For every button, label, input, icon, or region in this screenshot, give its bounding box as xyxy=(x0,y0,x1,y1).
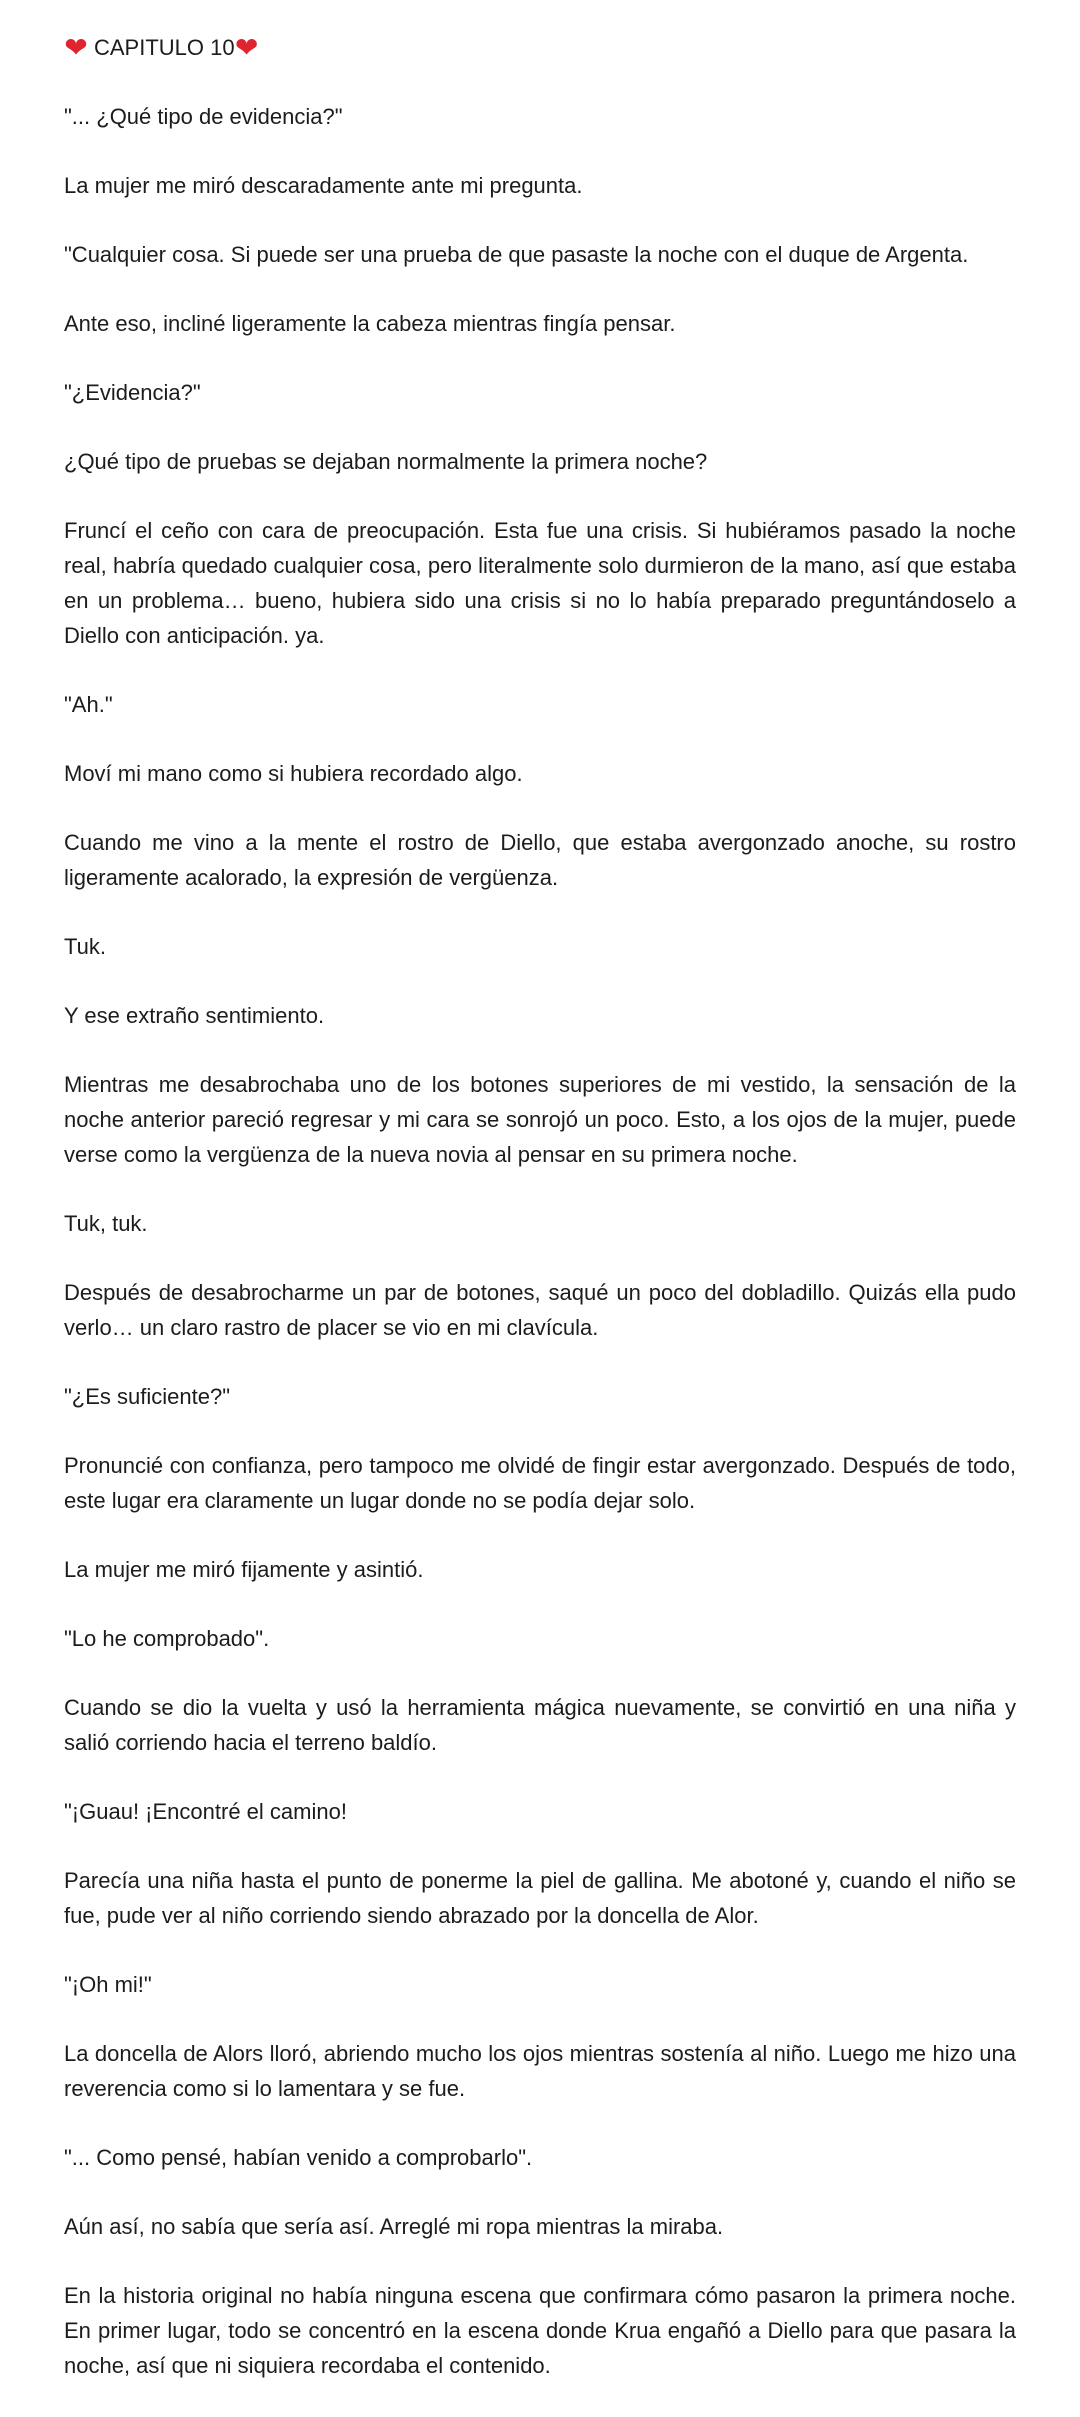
paragraph: "¿Es suficiente?" xyxy=(64,1384,231,1409)
paragraph: "... ¿Qué tipo de evidencia?" xyxy=(64,104,343,129)
paragraph: Moví mi mano como si hubiera recordado algo. xyxy=(64,761,523,786)
paragraph: Tuk, tuk. xyxy=(64,1211,148,1236)
chapter-heading xyxy=(64,30,1016,65)
paragraph: "¡Oh mi!" xyxy=(64,1972,152,1997)
paragraph: "Cualquier cosa. Si puede ser una prueba de que pasaste la noche con el duque de Argenta. xyxy=(64,242,969,267)
chapter-text xyxy=(64,30,1016,2417)
chapter-title: CAPITULO 10 xyxy=(94,35,235,60)
paragraph: La mujer me miró descaradamente ante mi pregunta. xyxy=(64,173,583,198)
heart-icon: ❤ xyxy=(64,30,88,64)
paragraph: "... Como pensé, habían venido a comprobarlo". xyxy=(64,2145,533,2170)
heart-icon: ❤ xyxy=(234,30,259,64)
paragraph: Pronuncié con confianza, pero tampoco me olvidé de fingir estar avergonzado. Después de todo, este lugar era claramente un lugar donde no se podía dejar solo. xyxy=(64,1453,1016,1513)
paragraph: Fruncí el ceño con cara de preocupación. Esta fue una crisis. Si hubiéramos pasado la noche real, habría quedado cualquier cosa, pero literalmente solo durmieron de la mano, así que estaba en un problema… bueno, hubiera sido una crisis si no lo había preparado preguntándoselo a Diello con anticipación. ya. xyxy=(64,518,1016,648)
paragraph: "¿Evidencia?" xyxy=(64,380,201,405)
paragraph-list xyxy=(64,99,1016,2383)
paragraph: En la historia original no había ninguna escena que confirmara cómo pasaron la primera noche. En primer lugar, todo se concentró en la escena donde Krua engañó a Diello para que pasara la noche, así que ni siquiera recordaba el contenido. xyxy=(64,2283,1016,2378)
paragraph: Mientras me desabrochaba uno de los botones superiores de mi vestido, la sensación de la noche anterior pareció regresar y mi cara se sonrojó un poco. Esto, a los ojos de la mujer, puede verse como la vergüenza de la nueva novia al pensar en su primera noche. xyxy=(64,1072,1016,1167)
paragraph: Después de desabrocharme un par de botones, saqué un poco del dobladillo. Quizás ella pudo verlo… un claro rastro de placer se vio en mi clavícula. xyxy=(64,1280,1016,1340)
paragraph: La doncella de Alors lloró, abriendo mucho los ojos mientras sostenía al niño. Luego me hizo una reverencia como si lo lamentara y se fue. xyxy=(64,2041,1016,2101)
paragraph: Tuk. xyxy=(64,934,106,959)
paragraph: Cuando me vino a la mente el rostro de Diello, que estaba avergonzado anoche, su rostro ligeramente acalorado, la expresión de vergüenza. xyxy=(64,830,1016,890)
paragraph: Y ese extraño sentimiento. xyxy=(64,1003,325,1028)
paragraph: "¡Guau! ¡Encontré el camino! xyxy=(64,1799,347,1824)
paragraph: Aún así, no sabía que sería así. Arreglé mi ropa mientras la miraba. xyxy=(64,2214,724,2239)
paragraph: Ante eso, incliné ligeramente la cabeza mientras fingía pensar. xyxy=(64,311,676,336)
paragraph: "Lo he comprobado". xyxy=(64,1626,270,1651)
paragraph: ¿Qué tipo de pruebas se dejaban normalmente la primera noche? xyxy=(64,449,708,474)
paragraph: Parecía una niña hasta el punto de ponerme la piel de gallina. Me abotoné y, cuando el niño se fue, pude ver al niño corriendo siendo abrazado por la doncella de Alor. xyxy=(64,1868,1016,1928)
paragraph: "Ah." xyxy=(64,692,113,717)
paragraph: Cuando se dio la vuelta y usó la herramienta mágica nuevamente, se convirtió en una niña y salió corriendo hacia el terreno baldío. xyxy=(64,1695,1016,1755)
paragraph: La mujer me miró fijamente y asintió. xyxy=(64,1557,424,1582)
